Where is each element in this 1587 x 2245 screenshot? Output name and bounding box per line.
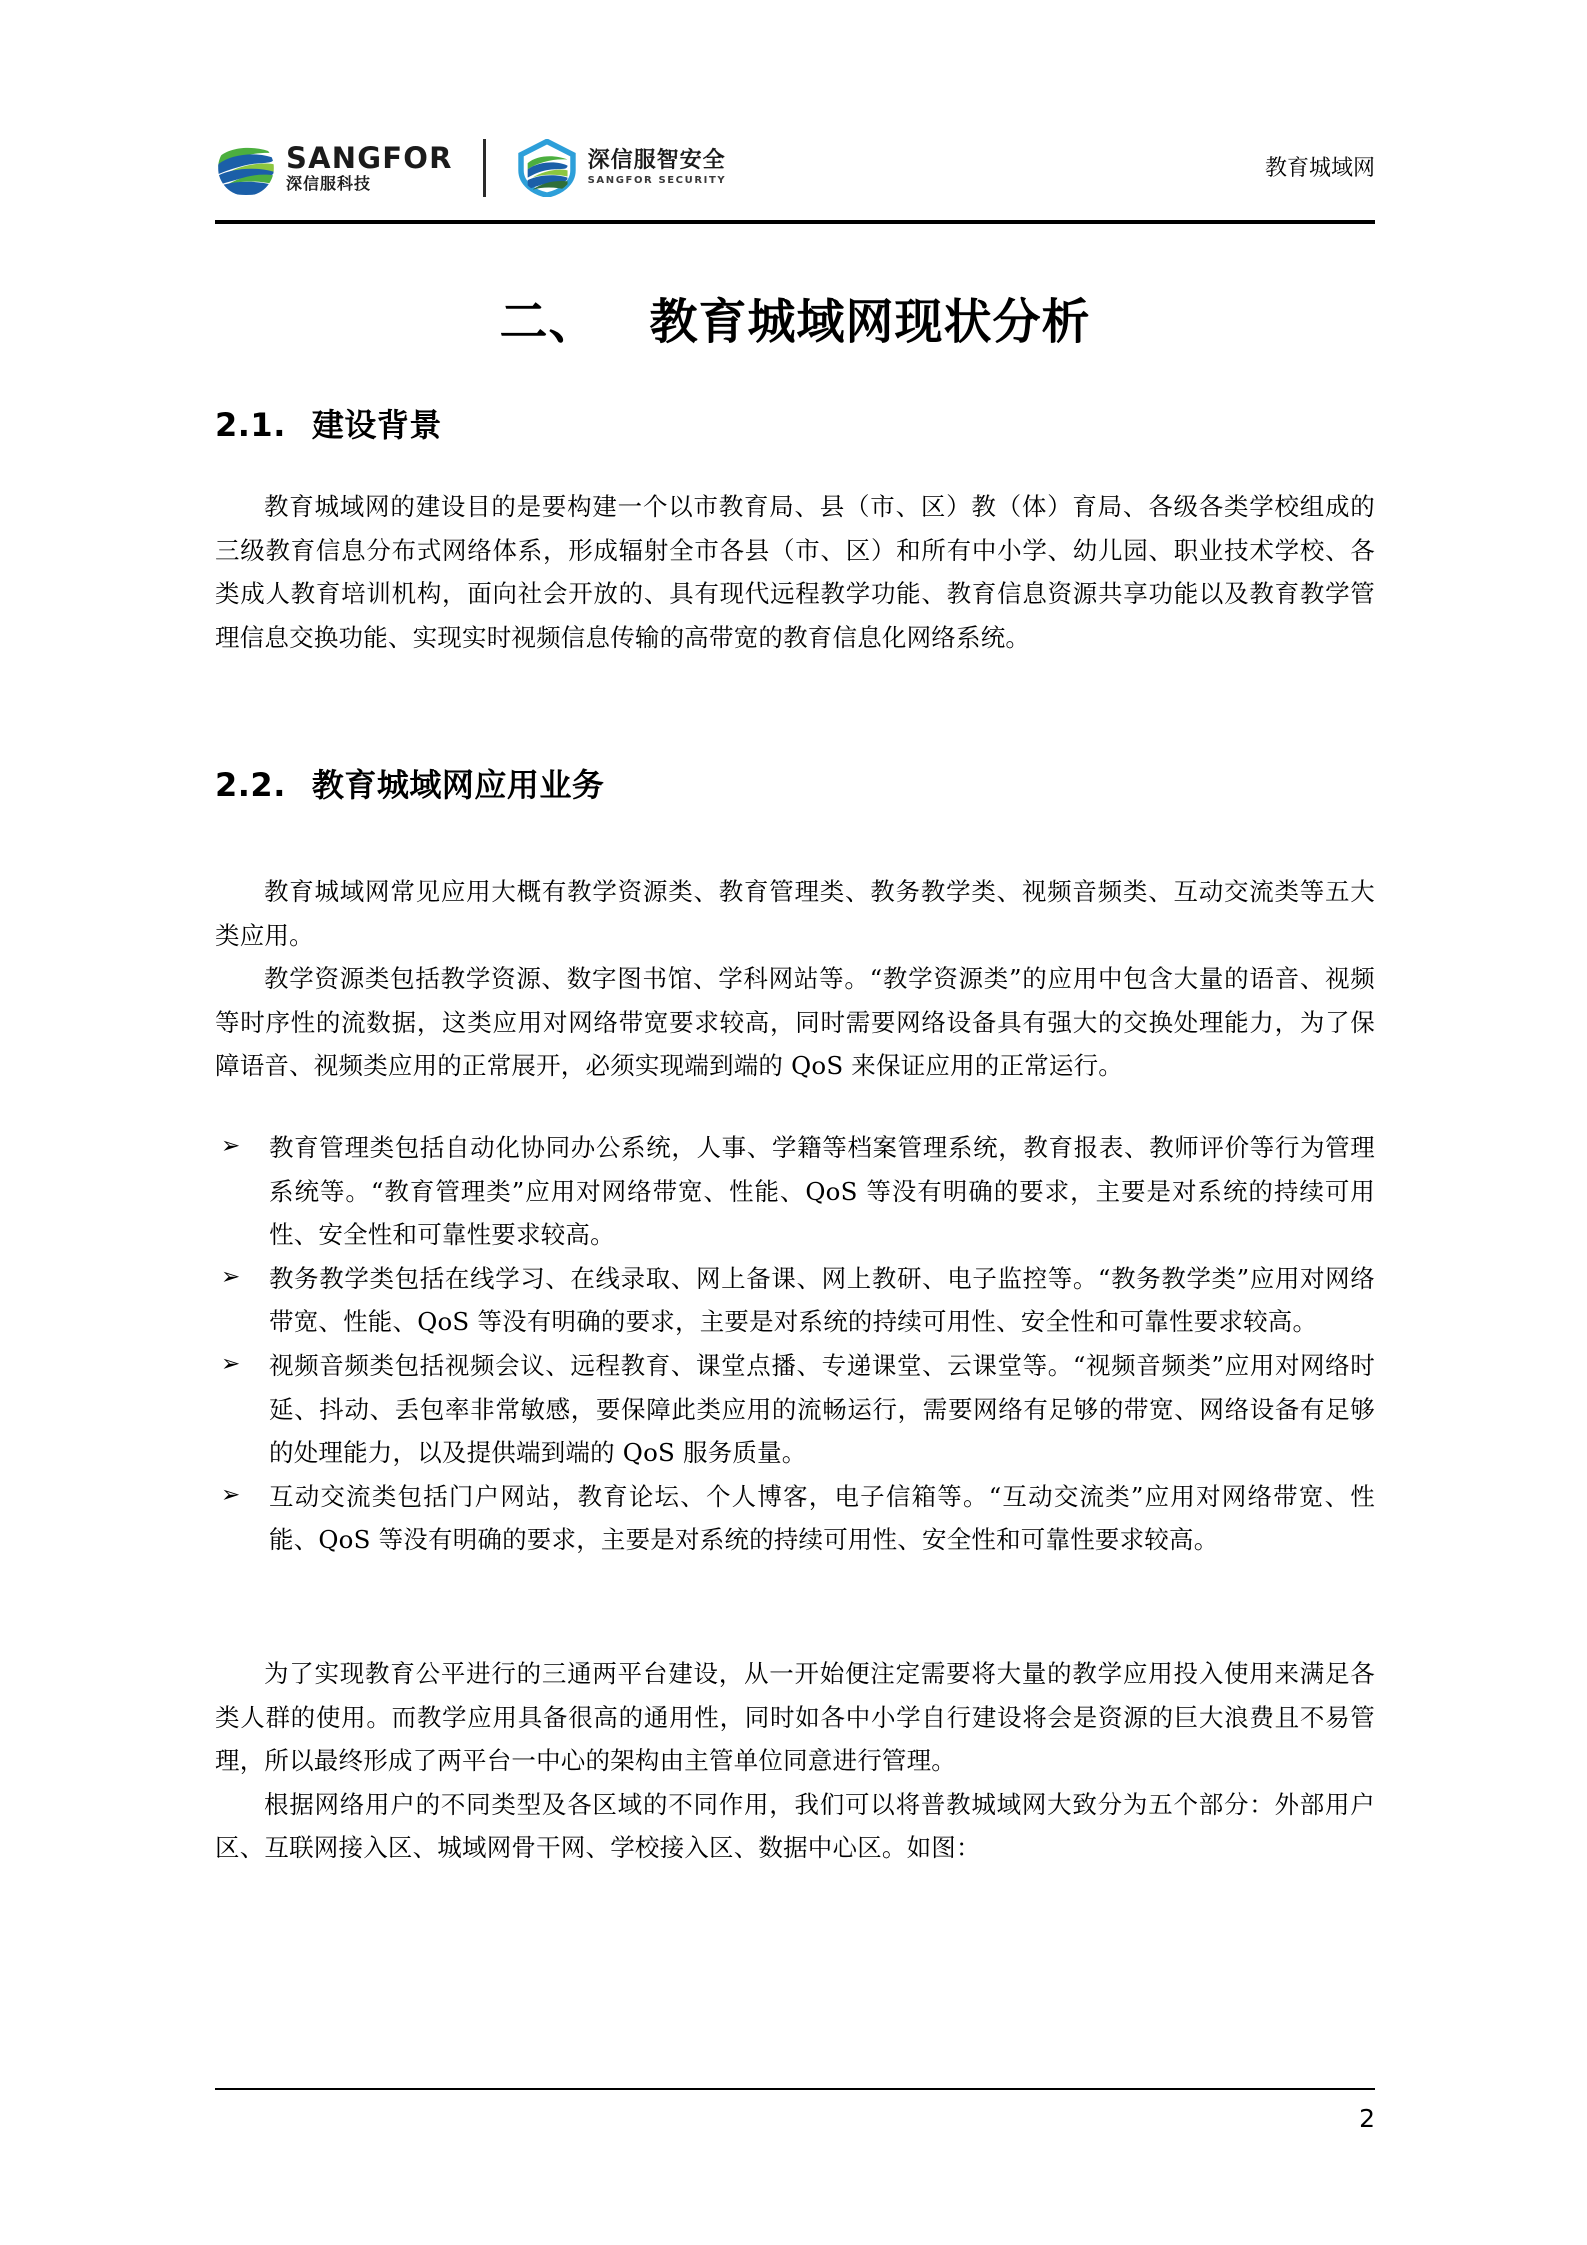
list-item	[215, 1344, 1375, 1475]
list-item-text: 教育管理类包括自动化协同办公系统，人事、学籍等档案管理系统，教育报表、教师评价等行为管理系统等。“教育管理类”应用对网络带宽、性能、QoS 等没有明确的要求，主要是对系统的持续可用性、安全性和可靠性要求较高。	[269, 1133, 1375, 1250]
bullet-arrow-icon: ➢	[221, 1351, 241, 1378]
list-item	[215, 1475, 1375, 1562]
sangfor-security-logo	[516, 139, 727, 197]
sangfor-wordmark-group	[286, 141, 453, 193]
header-divider	[215, 220, 1375, 224]
list-item-text: 互动交流类包括门户网站，教育论坛、个人博客，电子信箱等。“互动交流类”应用对网络带宽、性能、QoS 等没有明确的要求，主要是对系统的持续可用性、安全性和可靠性要求较高。	[269, 1481, 1375, 1555]
sangfor-wordmark: SANGFOR	[286, 141, 453, 175]
paragraph: 根据网络用户的不同类型及各区域的不同作用，我们可以将普教城域网大致分为五个部分：外部用户区、互联网接入区、城域网骨干网、学校接入区、数据中心区。如图：	[215, 1789, 1375, 1863]
section-label-2-2: 教育城域网应用业务	[311, 766, 605, 804]
section-heading-2-2	[215, 765, 604, 807]
logo-separator	[483, 139, 486, 197]
running-header-title: 教育城域网	[1264, 155, 1375, 181]
security-subtitle-en: SANGFOR SECURITY	[587, 175, 727, 186]
globe-icon	[215, 137, 277, 199]
bullet-arrow-icon: ➢	[221, 1133, 241, 1159]
section-2-1-body	[215, 485, 1375, 659]
list-item-text: 教务教学类包括在线学习、在线录取、网上备课、网上教研、电子监控等。“教务教学类”应用对网络带宽、性能、QoS 等没有明确的要求，主要是对系统的持续可用性、安全性和可靠性要求较高。	[269, 1263, 1375, 1337]
section-number-2-2: 2.2.	[215, 766, 286, 804]
paragraph: 为了实现教育公平进行的三通两平台建设，从一开始便注定需要将大量的教学应用投入使用来满足各类人群的使用。而教学应用具备很高的通用性，同时如各中小学自行建设将会是资源的巨大浪费且不易管理，所以最终形成了两平台一中心的架构由主管单位同意进行管理。	[215, 1659, 1375, 1776]
bullet-arrow-icon: ➢	[221, 1481, 241, 1508]
section-heading-2-1	[215, 405, 442, 447]
list-item	[215, 1257, 1375, 1344]
security-title-cn: 深信服智安全	[587, 148, 726, 173]
page-header	[215, 120, 1375, 225]
sangfor-primary-logo	[215, 137, 453, 199]
chapter-number: 二、	[499, 294, 598, 350]
list-item	[215, 1126, 1375, 1257]
paragraph: 教学资源类包括教学资源、数字图书馆、学科网站等。“教学资源类”的应用中包含大量的语音、视频等时序性的流数据，这类应用对网络带宽要求较高，同时需要网络设备具有强大的交换处理能力，为了保障语音、视频类应用的正常展开，必须实现端到端的 QoS 来保证应用的正常运行。	[215, 964, 1375, 1081]
chapter-title: 教育城域网现状分析	[649, 294, 1091, 350]
page-number: 2	[1359, 2104, 1375, 2133]
list-item-text: 视频音频类包括视频会议、远程教育、课堂点播、专递课堂、云课堂等。“视频音频类”应用对网络时延、抖动、丢包率非常敏感，要保障此类应用的流畅运行，需要网络有足够的带宽、网络设备有足够的处理能力，以及提供端到端的 QoS 服务质量。	[269, 1351, 1375, 1468]
sangfor-subtitle-cn: 深信服科技	[286, 174, 372, 193]
section-2-2-intro	[215, 870, 1375, 1088]
paragraph: 教育城域网的建设目的是要构建一个以市教育局、县（市、区）教（体）育局、各级各类学校组成的三级教育信息分布式网络体系，形成辐射全市各县（市、区）和所有中小学、幼儿园、职业技术学校、各类成人教育培训机构，面向社会开放的、具有现代远程教学功能、教育信息资源共享功能以及教育教学管理信息交换功能、实现实时视频信息传输的高带宽的教育信息化网络系统。	[215, 492, 1375, 652]
section-label-2-1: 建设背景	[311, 406, 442, 444]
section-2-2-outro	[215, 1652, 1375, 1870]
shield-icon	[516, 139, 578, 197]
document-body	[215, 270, 1375, 1863]
section-number-2-1: 2.1.	[215, 406, 286, 444]
brand-logos	[215, 131, 726, 205]
security-wordmark-group	[588, 150, 727, 186]
footer-divider	[215, 2088, 1375, 2090]
bullet-arrow-icon: ➢	[221, 1263, 241, 1290]
paragraph: 教育城域网常见应用大概有教学资源类、教育管理类、教务教学类、视频音频类、互动交流类等五大类应用。	[215, 877, 1375, 950]
page-title	[215, 270, 1375, 352]
application-category-list	[215, 1126, 1375, 1562]
